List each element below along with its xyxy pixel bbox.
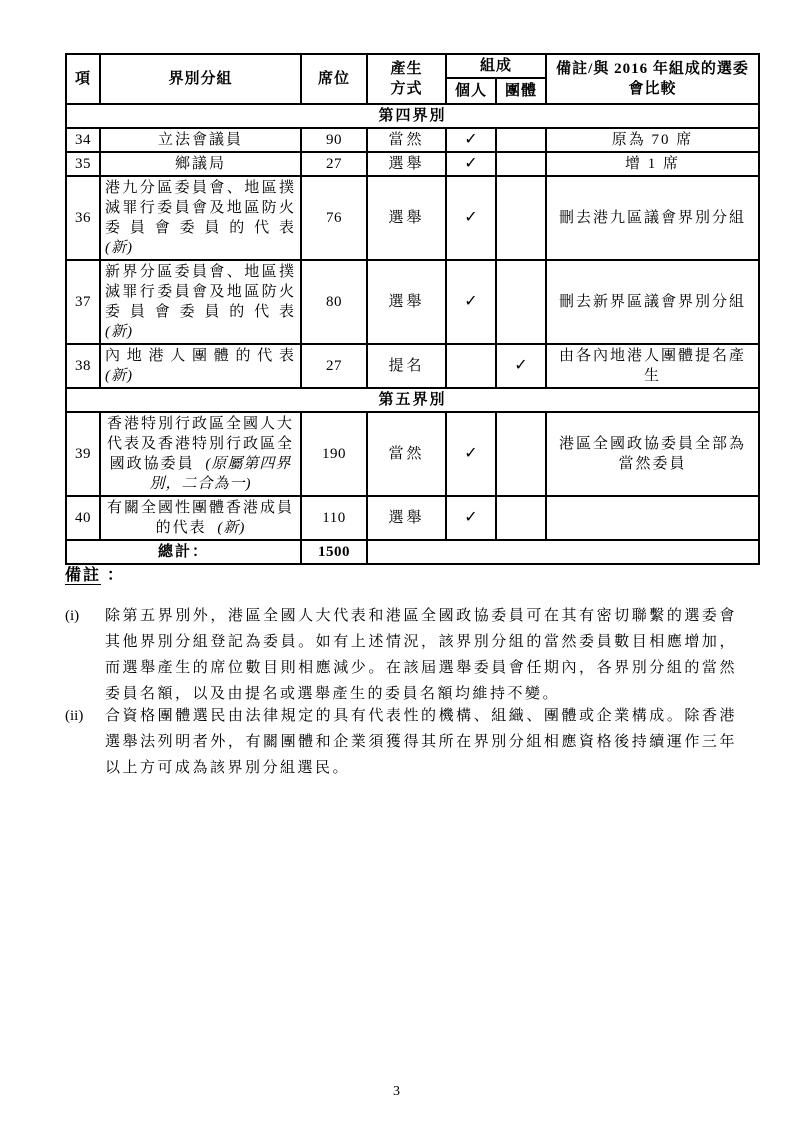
corporate-checkmark: ✓: [496, 344, 546, 388]
cell-item-no: 35: [66, 152, 100, 176]
col-header-seats: 席位: [301, 54, 367, 104]
group-note-new: (新): [105, 324, 133, 340]
corporate-checkmark: [496, 260, 546, 344]
cell-remark: 刪去新界區議會界別分組: [546, 260, 759, 344]
cell-remark: [546, 496, 759, 540]
corporate-checkmark: [496, 128, 546, 152]
cell-item-no: 40: [66, 496, 100, 540]
cell-remark: 原為 70 席: [546, 128, 759, 152]
individual-checkmark: ✓: [446, 176, 496, 260]
election-committee-table: [65, 53, 760, 565]
group-name: 港九分區委員會、地區撲滅罪行委員會及地區防火委員會委員的代表: [105, 180, 296, 236]
note-label: (i): [65, 608, 80, 624]
group-name: 內地港人團體的代表: [105, 348, 296, 364]
cell-seats: 80: [301, 260, 367, 344]
cell-item-no: 36: [66, 176, 100, 260]
cell-seats: 110: [301, 496, 367, 540]
cell-method: 當然: [367, 128, 446, 152]
table-row: [66, 260, 759, 344]
group-name: 鄉議局: [174, 156, 226, 172]
individual-checkmark: [446, 344, 496, 388]
page-number: 3: [393, 1084, 400, 1099]
col-header-corporate: 團體: [496, 78, 546, 104]
cell-item-no: 37: [66, 260, 100, 344]
cell-remark: 增 1 席: [546, 152, 759, 176]
col-header-remarks: 備註/與 2016 年組成的選委會比較: [546, 54, 759, 104]
cell-sector-group: [100, 260, 301, 344]
total-label: 總計：: [66, 540, 301, 564]
individual-checkmark: ✓: [446, 152, 496, 176]
col-header-composition: 組成: [446, 54, 546, 78]
section-header-row-4: [66, 104, 759, 128]
col-header-item: 項: [66, 54, 100, 104]
col-header-method: [367, 54, 446, 104]
col-header-individual: 個人: [446, 78, 496, 104]
cell-seats: 27: [301, 344, 367, 388]
group-note-origin: (原屬第四界別，二合為一): [149, 456, 292, 492]
method-header-line2: 方式: [390, 81, 423, 97]
notes-heading: [65, 562, 125, 585]
cell-method: 選舉: [367, 260, 446, 344]
group-note-new: (新): [217, 520, 246, 536]
table-row: [66, 152, 759, 176]
cell-sector-group: [100, 152, 301, 176]
note-label: (ii): [65, 708, 84, 724]
group-note-new: (新): [105, 368, 133, 384]
method-header-line1: 產生: [390, 61, 423, 77]
table-row: [66, 128, 759, 152]
cell-item-no: 39: [66, 412, 100, 496]
group-name: 香港特別行政區全國人大代表及香港特別行政區全國政協委員: [106, 416, 294, 472]
cell-method: 當然: [367, 412, 446, 496]
group-name: 有關全國性團體香港成員的代表: [106, 500, 294, 536]
individual-checkmark: ✓: [446, 128, 496, 152]
cell-sector-group: [100, 176, 301, 260]
individual-checkmark: ✓: [446, 412, 496, 496]
cell-method: 選舉: [367, 176, 446, 260]
cell-sector-group: [100, 344, 301, 388]
cell-sector-group: [100, 496, 301, 540]
total-value: 1500: [301, 540, 367, 564]
total-row: [66, 540, 759, 564]
cell-seats: 90: [301, 128, 367, 152]
cell-seats: 27: [301, 152, 367, 176]
note-item: [65, 703, 737, 781]
corporate-checkmark: [496, 176, 546, 260]
table-row: [66, 344, 759, 388]
note-text: 合資格團體選民由法律規定的具有代表性的機構、組織、團體或企業構成。除香港選舉法列明者外，有關團體和企業須獲得其所在界別分組相應資格後持續運作三年以上方可成為該界別分組選民。: [105, 708, 737, 776]
section-title-fourth-sector: 第四界別: [66, 104, 759, 128]
table-row: [66, 176, 759, 260]
notes-heading-colon: ：: [107, 567, 126, 584]
cell-remark: 由各內地港人團體提名產生: [546, 344, 759, 388]
table-header-row: [66, 54, 759, 78]
group-name: 立法會議員: [157, 132, 243, 148]
cell-item-no: 34: [66, 128, 100, 152]
cell-seats: 76: [301, 176, 367, 260]
cell-method: 選舉: [367, 496, 446, 540]
individual-checkmark: ✓: [446, 496, 496, 540]
cell-sector-group: [100, 128, 301, 152]
section-header-row-5: [66, 388, 759, 412]
table-row: [66, 496, 759, 540]
cell-method: 選舉: [367, 152, 446, 176]
cell-sector-group: [100, 412, 301, 496]
table-row: [66, 412, 759, 496]
note-text: 除第五界別外，港區全國人大代表和港區全國政協委員可在其有密切聯繫的選委會其他界別分組登記為委員。如有上述情況，該界別分組的當然委員數目相應增加，而選舉產生的席位數目則相應減少。在該屆選舉委員會任期內，各界別分組的當然委員名額，以及由提名或選舉產生的委員名額均維持不變。: [105, 608, 737, 702]
cell-method: 提名: [367, 344, 446, 388]
cell-remark: 刪去港九區議會界別分組: [546, 176, 759, 260]
total-empty-cell: [367, 540, 759, 564]
cell-item-no: 38: [66, 344, 100, 388]
corporate-checkmark: [496, 152, 546, 176]
note-item: [65, 603, 737, 707]
individual-checkmark: ✓: [446, 260, 496, 344]
group-note-new: (新): [105, 240, 133, 256]
corporate-checkmark: [496, 496, 546, 540]
group-name: 新界分區委員會、地區撲滅罪行委員會及地區防火委員會委員的代表: [105, 264, 296, 320]
cell-seats: 190: [301, 412, 367, 496]
notes-heading-text: 備註: [65, 567, 102, 584]
section-title-fifth-sector: 第五界別: [66, 388, 759, 412]
cell-remark: 港區全國政協委員全部為當然委員: [546, 412, 759, 496]
col-header-sector-group: 界別分組: [100, 54, 301, 104]
corporate-checkmark: [496, 412, 546, 496]
